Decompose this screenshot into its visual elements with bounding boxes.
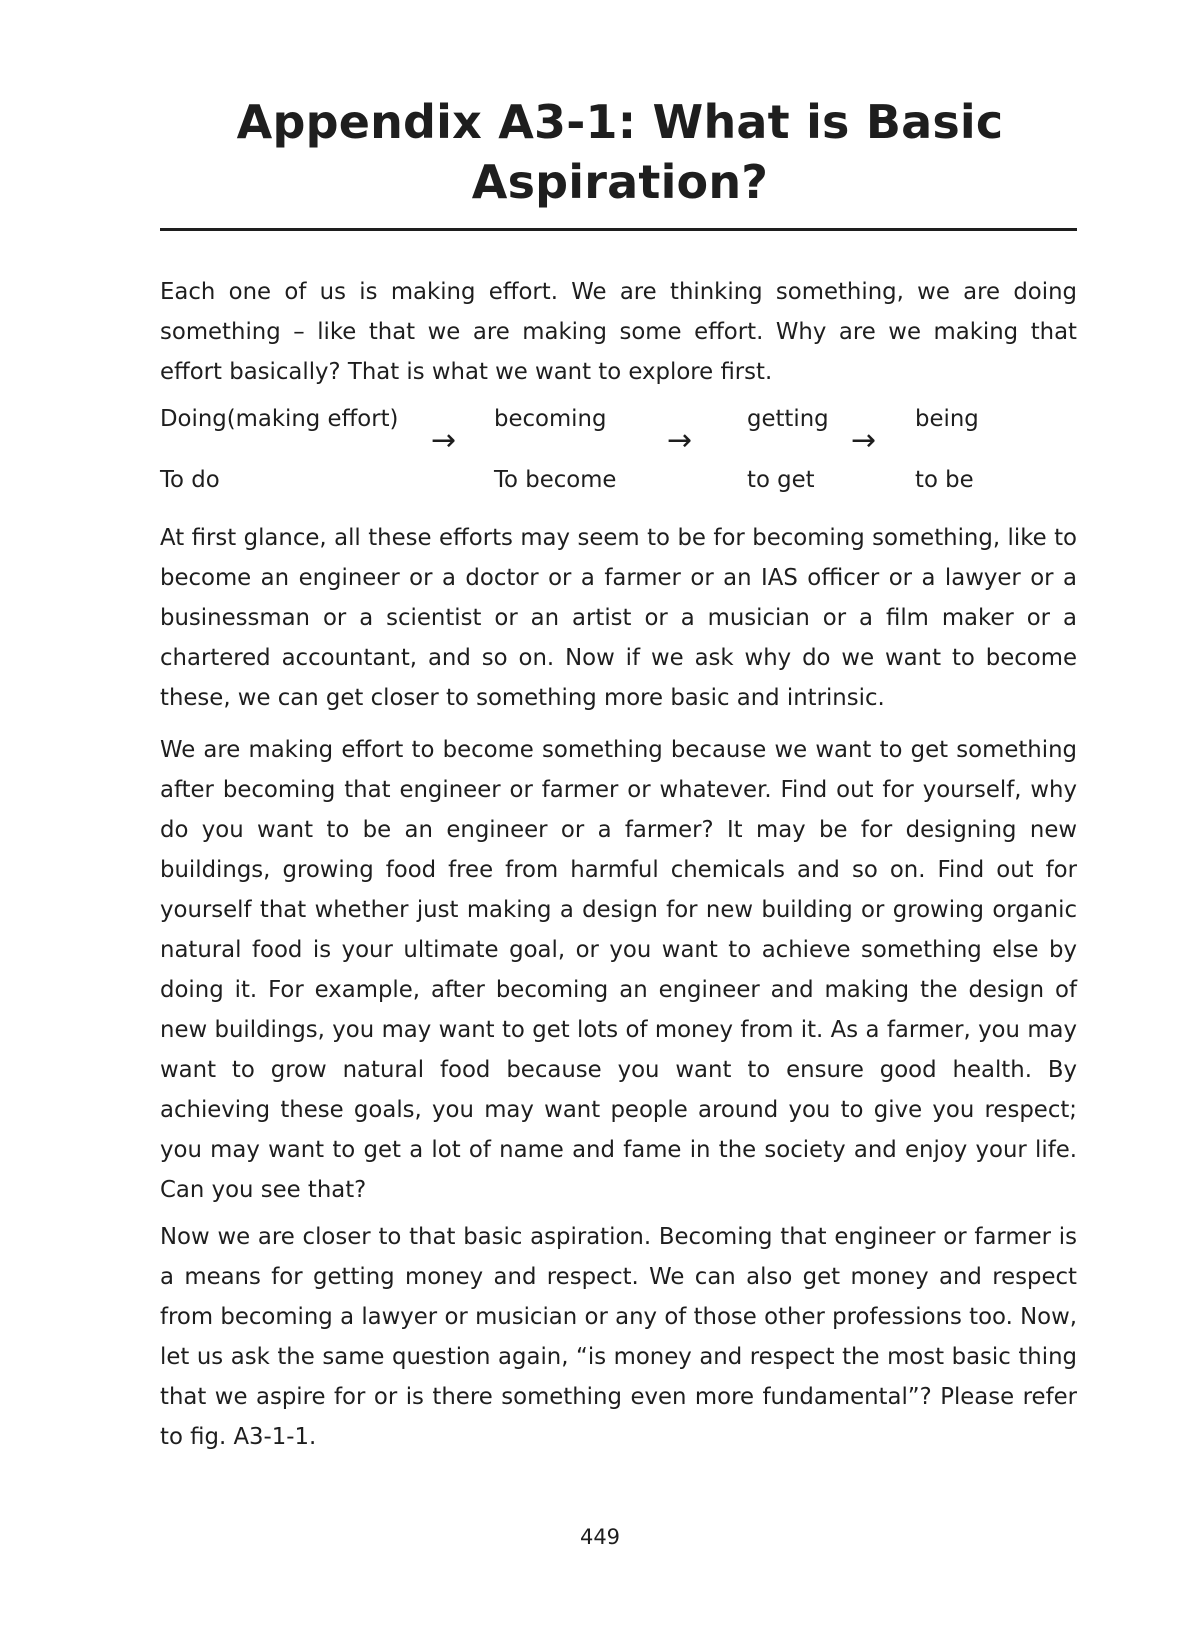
flow-to-become-label: To become [494,467,617,493]
flow-getting-label: getting [747,406,829,432]
flow-becoming-label: becoming [494,406,607,432]
flow-to-do-label: To do [160,467,220,493]
flow-being-label: being [915,406,979,432]
title-divider [160,228,1077,231]
flow-arrow-1: → [431,423,457,458]
paragraph-making-effort: We are making effort to become something because we want to get something after becoming that engineer or farmer or whatever. Find out for yourself, why do you want to be an engineer or a farmer? It may be for designing new buildings, growing food free from harmful chemicals and so on. Find out for yourself that whether just making a design for new building or growing organic natural food is your ultimate goal, or you want to achieve something else by doing it. For example, after becoming an engineer and making the design of new buildings, you may want to get lots of money from it. As a farmer, you may want to grow natural food because you want to ensure good health. By achieving these goals, you may want people around you to give you respect; you may want to get a lot of name and fame in the society and enjoy your life. Can you see that? [160,737,1077,1203]
paragraph-basic-aspiration: Now we are closer to that basic aspiration. Becoming that engineer or farmer is a means for getting money and respect. We can also get money and respect from becoming a lawyer or musician or any of those other professions too. Now, let us ask the same question again, “is money and respect the most basic thing that we aspire for or is there something even more fundamental”? Please refer to fig. A3-1-1. [160,1224,1077,1450]
page-title: Appendix A3-1: What is Basic Aspiration? [236,95,1004,209]
flow-to-get-label: to get [747,467,815,493]
page-number: 449 [579,1525,621,1549]
flow-arrow-3: → [851,423,877,458]
paragraph-first-glance: At first glance, all these efforts may seem to be for becoming something, like to become an engineer or a doctor or a farmer or an IAS officer or a lawyer or a businessman or a scientist or an artist or a musician or a film maker or a chartered accountant, and so on. Now if we ask why do we want to become these, we can get closer to something more basic and intrinsic. [160,525,1077,711]
flow-to-be-label: to be [915,467,974,493]
paragraph-intro: Each one of us is making effort. We are thinking something, we are doing something – like that we are making some effort. Why are we making that effort basically? That is what we want to explore first. [160,279,1077,385]
flow-doing-label: Doing(making effort) [160,406,399,432]
flow-arrow-2: → [667,423,693,458]
